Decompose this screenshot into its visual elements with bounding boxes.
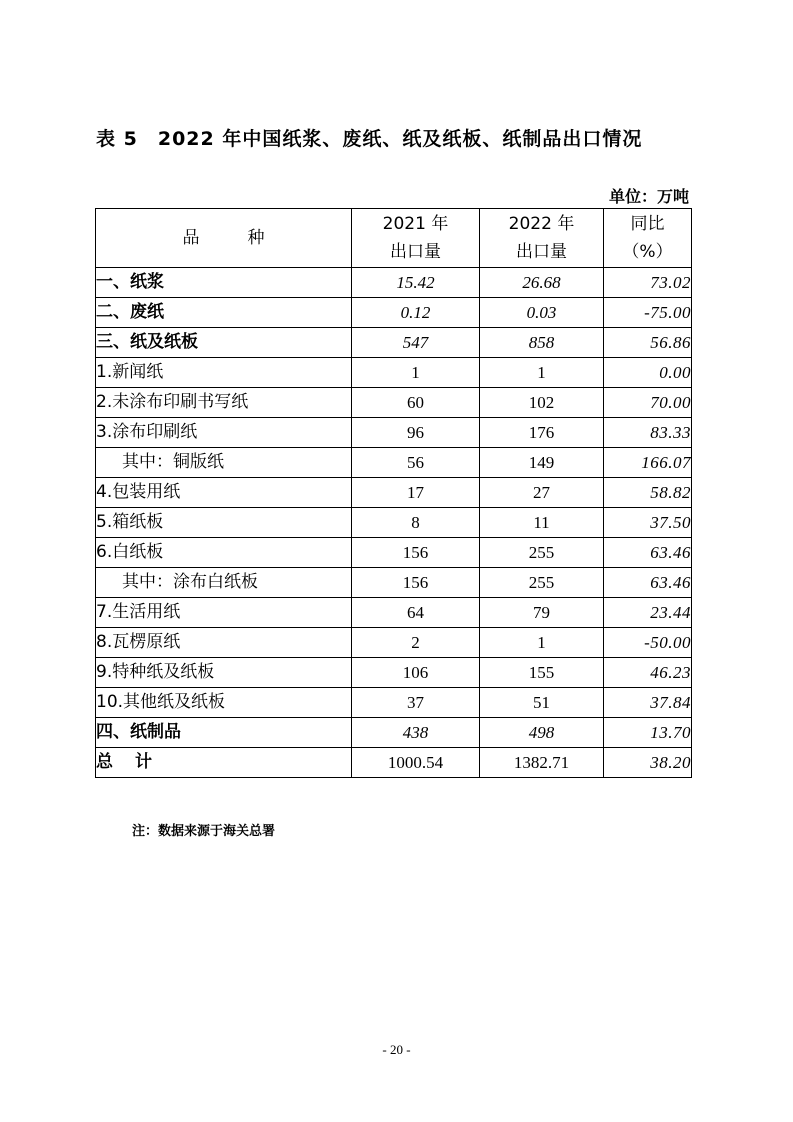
table-row [96,388,692,418]
table-row [96,358,692,388]
table-row [96,598,692,628]
row-yoy: 37.50 [604,508,692,538]
row-2021: 96 [352,418,480,448]
table-row [96,688,692,718]
row-yoy: 23.44 [604,598,692,628]
row-2022: 1 [480,358,604,388]
page-number: - 20 - [382,1042,411,1057]
table-row [96,268,692,298]
table-row [96,448,692,478]
row-name: 二、废纸 [96,298,352,328]
row-name: 8.瓦楞原纸 [96,628,352,658]
table-number: 表 5 [96,128,138,150]
row-yoy: 46.23 [604,658,692,688]
row-yoy: 0.00 [604,358,692,388]
row-2022: 51 [480,688,604,718]
table-row [96,628,692,658]
row-name: 总计 [96,748,352,778]
source-note: 注：数据来源于海关总署 [132,824,276,839]
table-row [96,718,692,748]
header-2022-year: 2022 年 [508,214,575,234]
row-yoy: 38.20 [604,748,692,778]
header-variety: 品种 [96,209,352,268]
row-2021: 438 [352,718,480,748]
row-yoy: 63.46 [604,568,692,598]
row-2021: 106 [352,658,480,688]
table-row [96,508,692,538]
row-2021: 156 [352,568,480,598]
row-yoy: 70.00 [604,388,692,418]
row-2022: 255 [480,538,604,568]
row-2022: 155 [480,658,604,688]
row-yoy: 13.70 [604,718,692,748]
row-2022: 27 [480,478,604,508]
header-2022-volume: 出口量 [516,242,567,262]
row-name: 10.其他纸及纸板 [96,688,352,718]
row-yoy: 37.84 [604,688,692,718]
row-2022: 26.68 [480,268,604,298]
table-row [96,328,692,358]
row-yoy: 166.07 [604,448,692,478]
header-2021-volume: 出口量 [390,242,441,262]
table-row [96,658,692,688]
row-2021: 60 [352,388,480,418]
table-row [96,418,692,448]
row-2022: 149 [480,448,604,478]
row-2022: 79 [480,598,604,628]
row-name: 一、纸浆 [96,268,352,298]
row-name: 3.涂布印刷纸 [96,418,352,448]
table-row-total [96,748,692,778]
table-row [96,568,692,598]
row-yoy: 73.02 [604,268,692,298]
row-2021: 17 [352,478,480,508]
row-2021: 1000.54 [352,748,480,778]
header-2021 [352,209,480,268]
row-2021: 64 [352,598,480,628]
row-name: 其中：铜版纸 [96,448,352,478]
export-table [95,208,692,778]
row-2021: 15.42 [352,268,480,298]
row-2022: 498 [480,718,604,748]
row-name: 1.新闻纸 [96,358,352,388]
row-2021: 37 [352,688,480,718]
row-name: 9.特种纸及纸板 [96,658,352,688]
row-yoy: -75.00 [604,298,692,328]
row-yoy: 56.86 [604,328,692,358]
unit-label: 单位：万吨 [608,187,689,206]
table-header-row [96,209,692,268]
table-row [96,478,692,508]
row-name: 三、纸及纸板 [96,328,352,358]
row-2021: 1 [352,358,480,388]
row-name: 4.包装用纸 [96,478,352,508]
header-2021-year: 2021 年 [382,214,449,234]
row-yoy: -50.00 [604,628,692,658]
row-2021: 547 [352,328,480,358]
row-name: 6.白纸板 [96,538,352,568]
row-name: 5.箱纸板 [96,508,352,538]
row-2022: 102 [480,388,604,418]
row-2021: 2 [352,628,480,658]
table-row [96,538,692,568]
table-title-text: 2022 年中国纸浆、废纸、纸及纸板、纸制品出口情况 [157,128,643,150]
row-2022: 1382.71 [480,748,604,778]
row-2021: 0.12 [352,298,480,328]
row-yoy: 63.46 [604,538,692,568]
row-2022: 11 [480,508,604,538]
row-2021: 8 [352,508,480,538]
row-2021: 56 [352,448,480,478]
row-2022: 1 [480,628,604,658]
row-2022: 858 [480,328,604,358]
row-name: 四、纸制品 [96,718,352,748]
row-yoy: 83.33 [604,418,692,448]
row-yoy: 58.82 [604,478,692,508]
row-2021: 156 [352,538,480,568]
header-2022 [480,209,604,268]
row-name: 7.生活用纸 [96,598,352,628]
header-yoy [604,209,692,268]
row-2022: 0.03 [480,298,604,328]
row-2022: 176 [480,418,604,448]
row-name: 其中：涂布白纸板 [96,568,352,598]
header-yoy-label: 同比 [630,214,665,234]
table-title [96,124,642,151]
row-name: 2.未涂布印刷书写纸 [96,388,352,418]
table-row [96,298,692,328]
header-yoy-unit: （%） [622,242,673,262]
row-2022: 255 [480,568,604,598]
